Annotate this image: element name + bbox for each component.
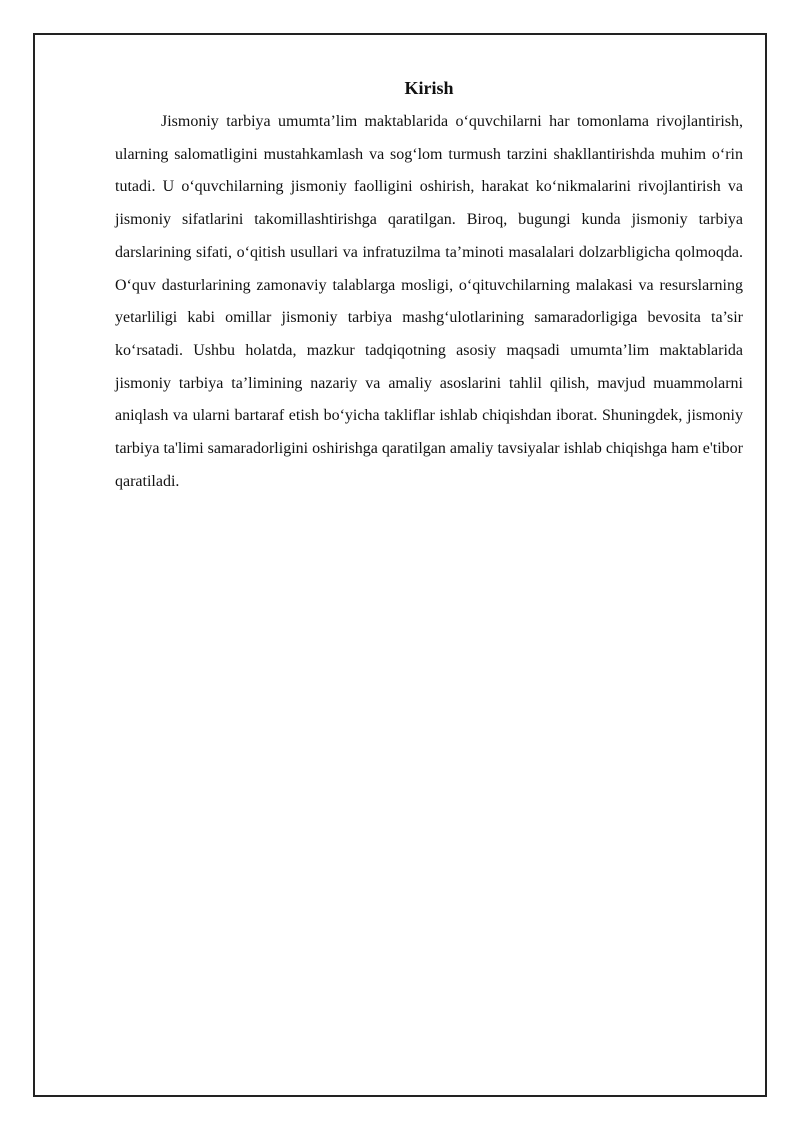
document-body bbox=[115, 76, 743, 498]
document-title: Kirish bbox=[404, 78, 454, 98]
intro-paragraph: Jismoniy tarbiya umumta’lim maktablarida o‘quvchilarni har tomonlama rivojlantirish, ularning salomatligini mustahkamlash va sog‘lom turmush tarzini shakllantirishda muhim o‘rin tutadi. U o‘quvchilarning jismoniy faolligini oshirish, harakat ko‘nikmalarini rivojlantirish va jismoniy sifatlarini takomillashtirishga qaratilgan. Biroq, bugungi kunda jismoniy tarbiya darslarining sifati, o‘qitish usullari va infratuzilma ta’minoti masalalari dolzarbligicha qolmoqda. O‘quv dasturlarining zamonaviy talablarga mosligi, o‘qituvchilarning malakasi va resurslarning yetarliligi kabi omillar jismoniy tarbiya mashg‘ulotlarining samaradorligiga bevosita ta’sir ko‘rsatadi. Ushbu holatda, mazkur tadqiqotning asosiy maqsadi umumta’lim maktablarida jismoniy tarbiya ta’limining nazariy va amaliy asoslarini tahlil qilish, mavjud muammolarni aniqlash va ularni bartaraf etish bo‘yicha takliflar ishlab chiqishdan iborat. Shuningdek, jismoniy tarbiya ta'limi samaradorligini oshirishga qaratilgan amaliy tavsiyalar ishlab chiqishga ham e'tibor qaratiladi. bbox=[115, 113, 743, 490]
